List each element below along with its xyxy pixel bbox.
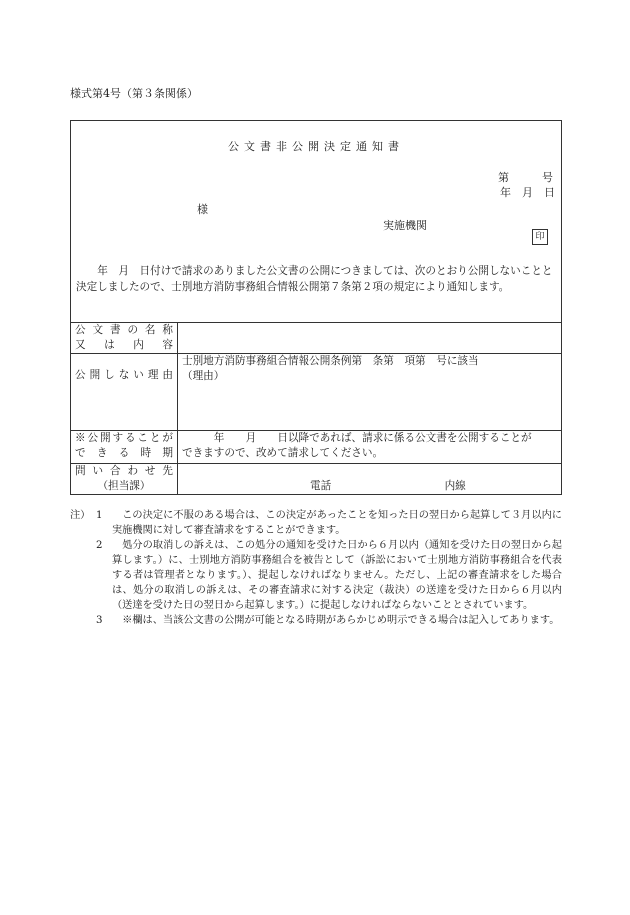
footnote-text: この決定に不服のある場合は、この決定があったことを知った日の翌日から起算して３月以内に実施機関に対して審査請求をすることができます。	[112, 510, 562, 536]
extension-label: 内線	[444, 480, 466, 492]
reason-detail-label: （理由）	[182, 370, 225, 382]
decision-details-table	[70, 322, 562, 495]
notice-header-box	[70, 120, 562, 323]
implementing-agency-label: 実施機関	[383, 219, 427, 232]
footnote-text: ※欄は、当該公文書の公開が可能となる時期があらかじめ明示できる場合は記入してあります。	[122, 615, 560, 626]
document-name-label: 公文書の名称 又は内容	[71, 323, 178, 354]
document-title: 公文書非公開決定通知書	[228, 140, 404, 153]
footnote-prefix: 注）	[70, 510, 91, 521]
table-row	[71, 431, 562, 464]
footnote-number: 3	[96, 615, 103, 626]
contact-label: 問い合わせ先 （担当課）	[71, 464, 178, 495]
disclosure-date-line: 年 月 日以降であれば、請求に係る公文書を公開することが	[213, 432, 532, 444]
reason-clause-line: 士別地方消防事務組合情報公開条例第 条第 項第 号に該当	[182, 355, 479, 367]
footnote-item	[70, 508, 562, 538]
table-row	[71, 323, 562, 354]
notice-body-text: 年 月 日付けで請求のありました公文書の公開につきましては、次のとおり公開しないことと決定しましたので、士別地方消防事務組合情報公開第７条第２項の規定により通知します。	[76, 265, 553, 293]
footnotes	[70, 508, 562, 628]
footnote-item	[70, 613, 562, 628]
footnote-number: 2	[96, 540, 103, 551]
form-number-label: 様式第4号（第３条関係）	[70, 87, 198, 100]
phone-label: 電話	[310, 480, 332, 492]
footnote-item	[70, 538, 562, 613]
document-name-value	[178, 323, 562, 354]
document-number-line: 第 号	[498, 171, 553, 184]
addressee-honorific: 様	[197, 203, 208, 216]
table-row	[71, 354, 562, 431]
disclosure-instruction-line: できますので、改めて請求してください。	[182, 447, 384, 459]
table-row	[71, 464, 562, 495]
disclosure-time-label: ※公開することが できる時期	[71, 431, 178, 464]
seal-mark-icon: 印	[532, 229, 548, 245]
non-disclosure-reason-value	[178, 354, 562, 431]
disclosure-time-value	[178, 431, 562, 464]
footnote-text: 処分の取消しの訴えは、この処分の通知を受けた日から６月以内（通知を受けた日の翌日から起算します。）に、士別地方消防事務組合を被告として（訴訟において士別地方消防事務組合を代表する者は管理者となります。）、提起しなければなりません。ただし、上記の審査請求をした場合は、処分の取消しの訴えは、その審査請求に対する決定（裁決）の送達を受けた日から６月以内（送達を受けた日の翌日から起算します。）に提起しなければならないこととされています。	[112, 540, 562, 611]
contact-value	[178, 464, 562, 495]
non-disclosure-reason-label: 公開しない理由	[71, 354, 178, 431]
footnote-number: 1	[96, 510, 103, 521]
document-date-line: 年 月 日	[500, 186, 555, 199]
